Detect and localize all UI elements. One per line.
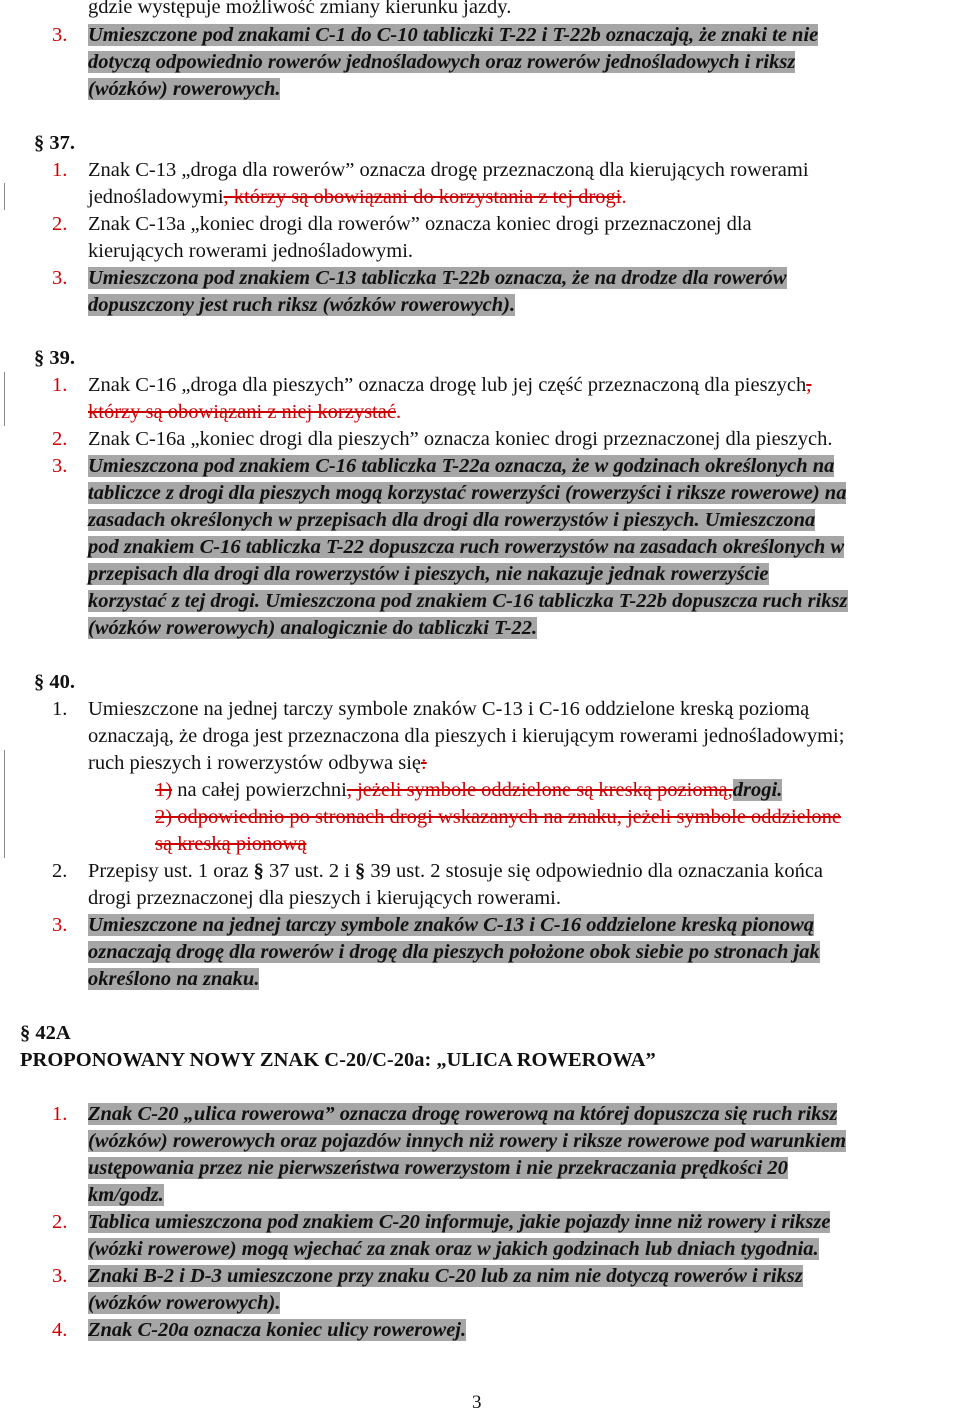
text-line: [88, 912, 814, 939]
text-line: [88, 1236, 819, 1263]
list-number: 3.: [52, 24, 68, 46]
text-span: ruch pieszych i rowerzystów odbywa się: [88, 752, 422, 774]
highlighted-text: zasadach określonych w przepisach dla drogi dla rowerzystów i pieszych. Umieszczona: [88, 509, 816, 531]
change-bar: [4, 750, 5, 858]
text-line: [88, 1128, 846, 1155]
highlighted-text: Tablica umieszczona pod znakiem C-20 informuje, jakie pojazdy inne niż rowery i riksze: [88, 1211, 831, 1233]
text-line: [88, 1101, 837, 1128]
deleted-text: którzy są obowiązani z niej korzystać: [88, 401, 396, 423]
text-line: Znak C-13a „koniec drogi dla rowerów” oznacza koniec drogi przeznaczonej dla: [88, 213, 752, 235]
text-line: [88, 1182, 164, 1209]
section-symbol: §: [34, 671, 45, 693]
highlighted-text: korzystać z tej drogi. Umieszczona pod znakiem C-16 tabliczka T-22b dopuszcza ruch riksz: [88, 590, 848, 612]
text-line: [88, 1209, 830, 1236]
section-number: 40.: [49, 671, 75, 693]
section-number: 42A: [35, 1022, 71, 1044]
text-line: [88, 939, 820, 966]
red-text: .: [621, 186, 627, 208]
section-symbol: §: [34, 132, 45, 154]
red-text: .: [395, 401, 402, 423]
text-span: Znak C-16 „droga dla pieszych” oznacza drogę lub jej część przeznaczoną dla pieszych: [88, 374, 807, 396]
section-heading-39: [34, 345, 75, 372]
text-line: [88, 22, 818, 49]
highlighted-text: Umieszczone pod znakami C-1 do C-10 tabliczki T-22 i T-22b oznaczają, że znaki te nie: [88, 24, 819, 46]
text-line: [88, 453, 834, 480]
section-symbol: §: [34, 347, 45, 369]
deleted-text: 2) odpowiednio po stronach drogi wskazanych na znaku, jeżeli symbole oddzielone: [155, 806, 841, 828]
text-line: kierujących rowerami jednośladowymi.: [88, 240, 414, 262]
highlighted-text: oznaczają drogę dla rowerów i drogę dla pieszych położone obok siebie po stronach jak: [88, 941, 820, 963]
highlighted-text: km/godz.: [88, 1184, 164, 1206]
text-line: [88, 858, 823, 885]
section-title: PROPONOWANY NOWY ZNAK C-20/C-20a: „ULICA ROWEROWA”: [20, 1049, 656, 1071]
list-number: 3.: [52, 1265, 68, 1287]
text-line: Znak C-13 „droga dla rowerów” oznacza drogę przeznaczoną dla kierujących rowerami: [88, 159, 809, 181]
highlighted-text: pod znakiem C-16 tabliczka T-22 dopuszcza ruch rowerzystów na zasadach określonych w: [88, 536, 845, 558]
text-line: [88, 399, 401, 426]
section-heading-37: [34, 130, 75, 157]
section-heading-42a: [20, 1020, 71, 1047]
text-span: Przepisy ust. 1 oraz: [88, 860, 249, 882]
text-line: [88, 1290, 280, 1317]
highlighted-text: Znaki B-2 i D-3 umieszczone przy znaku C-20 lub za nim nie dotyczą rowerów i riksz: [88, 1265, 803, 1287]
list-number: 4.: [52, 1319, 68, 1341]
highlighted-text: tabliczce z drogi dla pieszych mogą korzystać rowerzyści (rowerzyści i riksze rowerowe) na: [88, 482, 847, 504]
text-span: jednośladowymi: [88, 186, 224, 208]
deleted-text: , którzy są obowiązani do korzystania z tej drogi: [223, 186, 622, 208]
deleted-text: :: [421, 752, 427, 774]
deleted-text: , jeżeli symbole oddzielone są kreską poziomą,: [346, 779, 733, 801]
change-bar: [4, 183, 5, 210]
text-line: Umieszczone na jednej tarczy symbole znaków C-13 i C-16 oddzielone kreską poziomą: [88, 698, 810, 720]
deleted-text: 1): [155, 779, 173, 801]
list-number: 2.: [52, 213, 68, 235]
text-span: 37 ust. 2 i: [269, 860, 350, 882]
text-line: [88, 1263, 803, 1290]
list-number: 1.: [52, 698, 68, 720]
text-line: [88, 1317, 466, 1344]
highlighted-text: (wózki rowerowe) mogą wjechać za znak oraz w jakich godzinach lub dniach tygodnia.: [88, 1238, 819, 1260]
text-line: [155, 831, 306, 858]
text-line: oznaczają, że droga jest przeznaczona dla pieszych i kierującym rowerami jednośladowymi;: [88, 725, 845, 747]
text-line: [88, 966, 259, 993]
highlighted-text: przepisach dla drogi dla rowerzystów i pieszych, nie nakazuje jednak rowerzyście: [88, 563, 769, 585]
list-number: 2.: [52, 1211, 68, 1233]
text-line: [88, 292, 515, 319]
page-number: 3: [472, 1392, 482, 1413]
text-line: [88, 1155, 788, 1182]
highlighted-text: (wózków) rowerowych oraz pojazdów innych niż rowery i riksze rowerowe pod warunkiem: [88, 1130, 847, 1152]
text-line: [155, 804, 841, 831]
highlighted-text: (wózków rowerowych).: [88, 1292, 281, 1314]
deleted-text: ,: [806, 374, 812, 396]
section-symbol: §: [20, 1022, 31, 1044]
text-line: drogi przeznaczonej dla pieszych i kierujących rowerami.: [88, 887, 561, 909]
text-line: [88, 561, 769, 588]
list-number: 1.: [52, 374, 68, 396]
highlighted-text: Umieszczone na jednej tarczy symbole znaków C-13 i C-16 oddzielone kreską pionową: [88, 914, 815, 936]
text-line: [88, 480, 846, 507]
highlighted-text: (wózków) rowerowych.: [88, 78, 281, 100]
text-line: [88, 750, 427, 777]
text-line: [88, 49, 795, 76]
list-number: 1.: [52, 159, 68, 181]
list-number: 1.: [52, 1103, 68, 1125]
list-number: 3.: [52, 267, 68, 289]
text-line: [88, 615, 537, 642]
highlighted-text: dopuszczony jest ruch riksz (wózków rowerowych).: [88, 294, 516, 316]
highlighted-text: Znak C-20a oznacza koniec ulicy rowerowej.: [88, 1319, 467, 1341]
list-number: 2.: [52, 428, 68, 450]
highlighted-text: Znak C-20 „ulica rowerowa” oznacza drogę rowerową na której dopuszcza się ruch riksz: [88, 1103, 838, 1125]
section-symbol: §: [253, 860, 264, 882]
list-number: 3.: [52, 455, 68, 477]
list-number: 3.: [52, 914, 68, 936]
highlighted-text: Umieszczona pod znakiem C-16 tabliczka T-22a oznacza, że w godzinach określonych na: [88, 455, 835, 477]
text-line: [88, 265, 787, 292]
text-line: [88, 184, 627, 211]
change-bar: [4, 372, 5, 426]
highlighted-text: dotyczą odpowiednio rowerów jednośladowych oraz rowerów jednośladowych i riksz: [88, 51, 796, 73]
text-line: Znak C-16a „koniec drogi dla pieszych” oznacza koniec drogi przeznaczonej dla pieszych.: [88, 428, 833, 450]
highlighted-text: ustępowania przez nie pierwszeństwa rowerzystom i nie przekraczania prędkości 20: [88, 1157, 788, 1179]
text-line: [88, 372, 811, 399]
text-span: na całej powierzchni: [172, 779, 347, 801]
text-line: [88, 507, 815, 534]
text-line: [88, 76, 280, 103]
list-number: 2.: [52, 860, 68, 882]
highlighted-text: Umieszczona pod znakiem C-13 tabliczka T-22b oznacza, że na drodze dla rowerów: [88, 267, 787, 289]
section-number: 39.: [49, 347, 75, 369]
text-line: [88, 534, 844, 561]
highlighted-text: (wózków rowerowych) analogicznie do tabliczki T-22.: [88, 617, 538, 639]
section-number: 37.: [49, 132, 75, 154]
text-span: 39 ust. 2 stosuje się odpowiednio dla oznaczania końca: [370, 860, 824, 882]
section-heading-40: [34, 669, 75, 696]
text-line: [155, 777, 782, 804]
section-symbol: §: [355, 860, 366, 882]
text-line: gdzie występuje możliwość zmiany kierunku jazdy.: [88, 0, 512, 18]
highlighted-text: drogi.: [732, 779, 783, 801]
highlighted-text: określono na znaku.: [88, 968, 260, 990]
deleted-text: są kreską pionową: [155, 833, 307, 855]
text-line: [88, 588, 848, 615]
